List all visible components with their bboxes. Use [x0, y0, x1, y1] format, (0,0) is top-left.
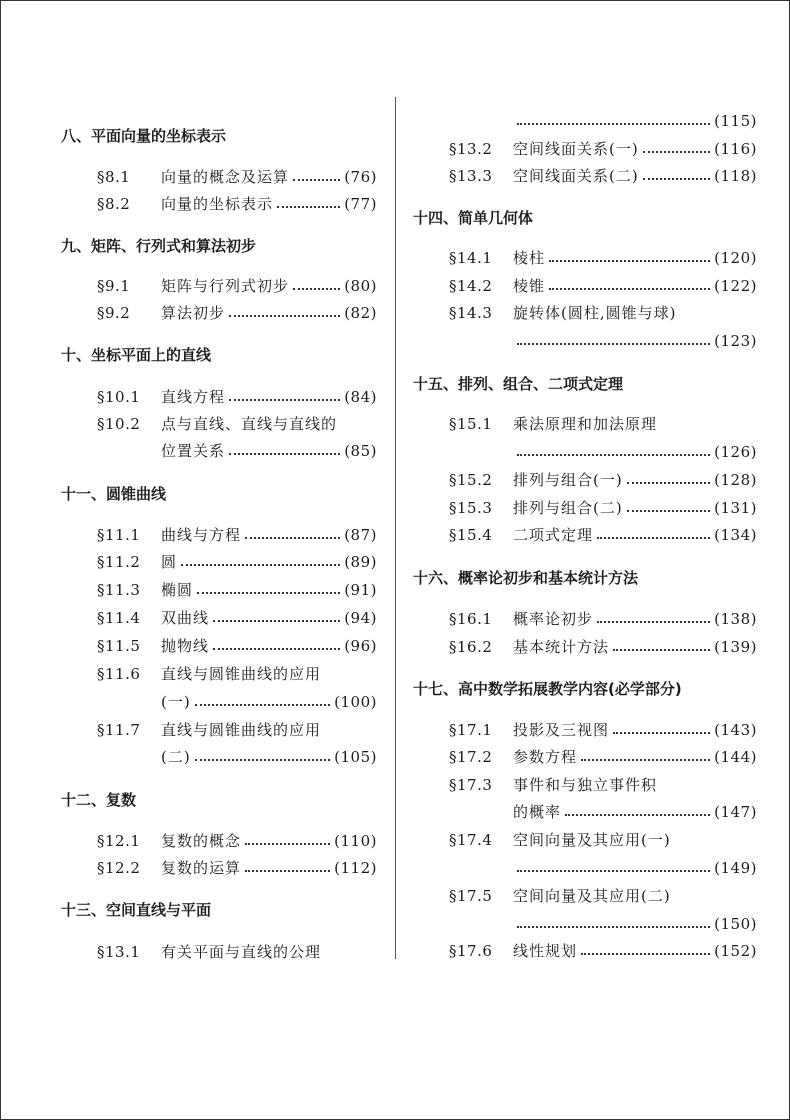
entry-title: 位置关系	[161, 442, 226, 460]
entry-title: 事件和与独立事件积	[513, 776, 658, 794]
entry-title: 空间向量及其应用(二)	[513, 887, 671, 905]
dot-leader	[627, 482, 710, 484]
section-number: §11.1	[97, 526, 141, 544]
section-heading: 十五、排列、组合、二项式定理	[413, 375, 624, 393]
section-number: §11.5	[97, 637, 141, 655]
page-number: (131)	[714, 499, 757, 517]
entry-title: 二项式定理	[513, 526, 594, 544]
page-number: (122)	[714, 277, 757, 295]
entry-title: 棱锥	[513, 277, 546, 295]
toc-entry	[449, 411, 757, 437]
page-number: (144)	[714, 748, 757, 766]
section-heading: 九、矩阵、行列式和算法初步	[61, 237, 257, 255]
toc-entry	[449, 300, 757, 326]
section-number: §14.1	[449, 249, 493, 267]
page-number: (94)	[344, 609, 377, 627]
page-number: (112)	[334, 859, 377, 877]
section-number: §12.2	[97, 859, 141, 877]
dot-leader	[549, 260, 710, 262]
page-number: (76)	[344, 168, 377, 186]
entry-title: 椭圆	[161, 581, 194, 599]
dot-leader	[597, 621, 710, 623]
entry-title: 双曲线	[161, 609, 210, 627]
page-number: (143)	[714, 721, 757, 739]
entry-title: (一)	[161, 693, 191, 711]
entry-title: 直线与圆锥曲线的应用	[161, 665, 322, 683]
dot-leader	[627, 510, 710, 512]
toc-entry	[449, 883, 757, 909]
entry-title: 排列与组合(二)	[513, 499, 623, 517]
page-number: (100)	[334, 693, 377, 711]
section-number: §8.2	[97, 195, 131, 213]
entry-title: 算法初步	[161, 304, 226, 322]
page-number: (138)	[714, 610, 757, 628]
toc-entry-continuation	[513, 911, 757, 937]
entry-title: 复数的概念	[161, 832, 242, 850]
entry-title: 空间向量及其应用(一)	[513, 831, 671, 849]
section-number: §11.7	[97, 721, 141, 739]
page-number: (128)	[714, 471, 757, 489]
section-number: §13.1	[97, 943, 141, 961]
section-number: §17.3	[449, 776, 493, 794]
page-number: (84)	[344, 388, 377, 406]
section-number: §17.4	[449, 831, 493, 849]
page-number: (116)	[714, 140, 757, 158]
toc-entry	[449, 606, 757, 632]
entry-title: 空间线面关系(一)	[513, 140, 639, 158]
entry-title: 向量的坐标表示	[161, 195, 274, 213]
toc-entry	[449, 717, 757, 743]
section-heading: 十、坐标平面上的直线	[61, 346, 212, 364]
entry-title: 投影及三视图	[513, 721, 610, 739]
dot-leader	[613, 649, 710, 651]
dot-leader	[597, 537, 710, 539]
dot-leader	[581, 953, 710, 955]
page-number: (105)	[334, 748, 377, 766]
page-number: (139)	[714, 638, 757, 656]
dot-leader	[517, 870, 710, 872]
toc-entry	[449, 163, 757, 189]
entry-title: 直线与圆锥曲线的应用	[161, 721, 322, 739]
section-number: §9.1	[97, 277, 131, 295]
page-number: (96)	[344, 637, 377, 655]
section-number: §10.1	[97, 388, 141, 406]
toc-entry-continuation	[513, 439, 757, 465]
section-number: §15.1	[449, 415, 493, 433]
toc-entry-continuation	[513, 108, 757, 134]
toc-entry	[449, 744, 757, 770]
section-number: §9.2	[97, 304, 131, 322]
section-number: §17.6	[449, 942, 493, 960]
toc-entry	[449, 273, 757, 299]
section-number: §17.2	[449, 748, 493, 766]
section-number: §11.6	[97, 665, 141, 683]
section-number: §15.4	[449, 526, 493, 544]
page-number: (80)	[344, 277, 377, 295]
dot-leader	[613, 732, 710, 734]
toc-entry-continuation	[513, 328, 757, 354]
dot-leader	[517, 123, 710, 125]
page-number: (120)	[714, 249, 757, 267]
entry-title: 旋转体(圆柱,圆锥与球)	[513, 304, 677, 322]
dot-leader	[643, 178, 710, 180]
page-number: (152)	[714, 942, 757, 960]
entry-title: 点与直线、直线与直线的	[161, 415, 338, 433]
page-number: (85)	[344, 442, 377, 460]
section-heading: 十二、复数	[61, 791, 137, 809]
entry-title: 矩阵与行列式初步	[161, 277, 290, 295]
page-number: (115)	[714, 112, 757, 130]
section-number: §16.1	[449, 610, 493, 628]
toc-entry	[449, 522, 757, 548]
entry-title: 线性规划	[513, 942, 578, 960]
entry-title: 棱柱	[513, 249, 546, 267]
page-number: (89)	[344, 553, 377, 571]
page-number: (77)	[344, 195, 377, 213]
section-heading: 十一、圆锥曲线	[61, 485, 167, 503]
toc-entry	[449, 938, 757, 964]
entry-title: 有关平面与直线的公理	[161, 943, 322, 961]
page-number: (91)	[344, 581, 377, 599]
section-heading: 十七、高中数学拓展教学内容(必学部分)	[413, 680, 682, 698]
toc-entry-continuation	[513, 855, 757, 881]
entry-title: 空间线面关系(二)	[513, 167, 639, 185]
toc-entry	[449, 772, 757, 798]
section-number: §10.2	[97, 415, 141, 433]
page-number: (147)	[714, 803, 757, 821]
page-number: (123)	[714, 332, 757, 350]
section-number: §13.2	[449, 140, 493, 158]
section-number: §16.2	[449, 638, 493, 656]
page-number: (149)	[714, 859, 757, 877]
section-number: §17.5	[449, 887, 493, 905]
page-number: (118)	[714, 167, 757, 185]
page-number: (110)	[334, 832, 377, 850]
right-column	[1, 1, 789, 1119]
entry-title: 圆	[161, 553, 178, 571]
page-number: (150)	[714, 915, 757, 933]
page-number: (82)	[344, 304, 377, 322]
toc-entry	[449, 136, 757, 162]
section-number: §17.1	[449, 721, 493, 739]
page-number: (134)	[714, 526, 757, 544]
page-number: (126)	[714, 443, 757, 461]
toc-entry	[449, 495, 757, 521]
section-number: §13.3	[449, 167, 493, 185]
entry-title: 参数方程	[513, 748, 578, 766]
entry-title: 的概率	[513, 803, 562, 821]
entry-title: 直线方程	[161, 388, 226, 406]
entry-title: 复数的运算	[161, 859, 242, 877]
section-number: §15.2	[449, 471, 493, 489]
section-number: §11.2	[97, 553, 141, 571]
dot-leader	[517, 926, 710, 928]
section-number: §11.3	[97, 581, 141, 599]
section-heading: 十四、简单几何体	[413, 209, 534, 227]
section-heading: 八、平面向量的坐标表示	[61, 127, 227, 145]
section-heading: 十六、概率论初步和基本统计方法	[413, 569, 639, 587]
entry-title: 乘法原理和加法原理	[513, 415, 658, 433]
entry-title: (二)	[161, 748, 191, 766]
toc-entry	[449, 827, 757, 853]
section-number: §12.1	[97, 832, 141, 850]
entry-title: 曲线与方程	[161, 526, 242, 544]
dot-leader	[643, 151, 710, 153]
toc-entry	[449, 467, 757, 493]
toc-entry	[449, 245, 757, 271]
entry-title: 概率论初步	[513, 610, 594, 628]
dot-leader	[517, 343, 710, 345]
toc-entry	[449, 634, 757, 660]
toc-entry-continuation	[513, 799, 757, 825]
section-number: §15.3	[449, 499, 493, 517]
section-heading: 十三、空间直线与平面	[61, 901, 212, 919]
dot-leader	[549, 288, 710, 290]
dot-leader	[565, 814, 710, 816]
entry-title: 抛物线	[161, 637, 210, 655]
entry-title: 排列与组合(一)	[513, 471, 623, 489]
section-number: §14.2	[449, 277, 493, 295]
section-number: §8.1	[97, 168, 131, 186]
dot-leader	[517, 454, 710, 456]
section-number: §11.4	[97, 609, 141, 627]
section-number: §14.3	[449, 304, 493, 322]
page-number: (87)	[344, 526, 377, 544]
entry-title: 向量的概念及运算	[161, 168, 290, 186]
entry-title: 基本统计方法	[513, 638, 610, 656]
dot-leader	[581, 759, 710, 761]
